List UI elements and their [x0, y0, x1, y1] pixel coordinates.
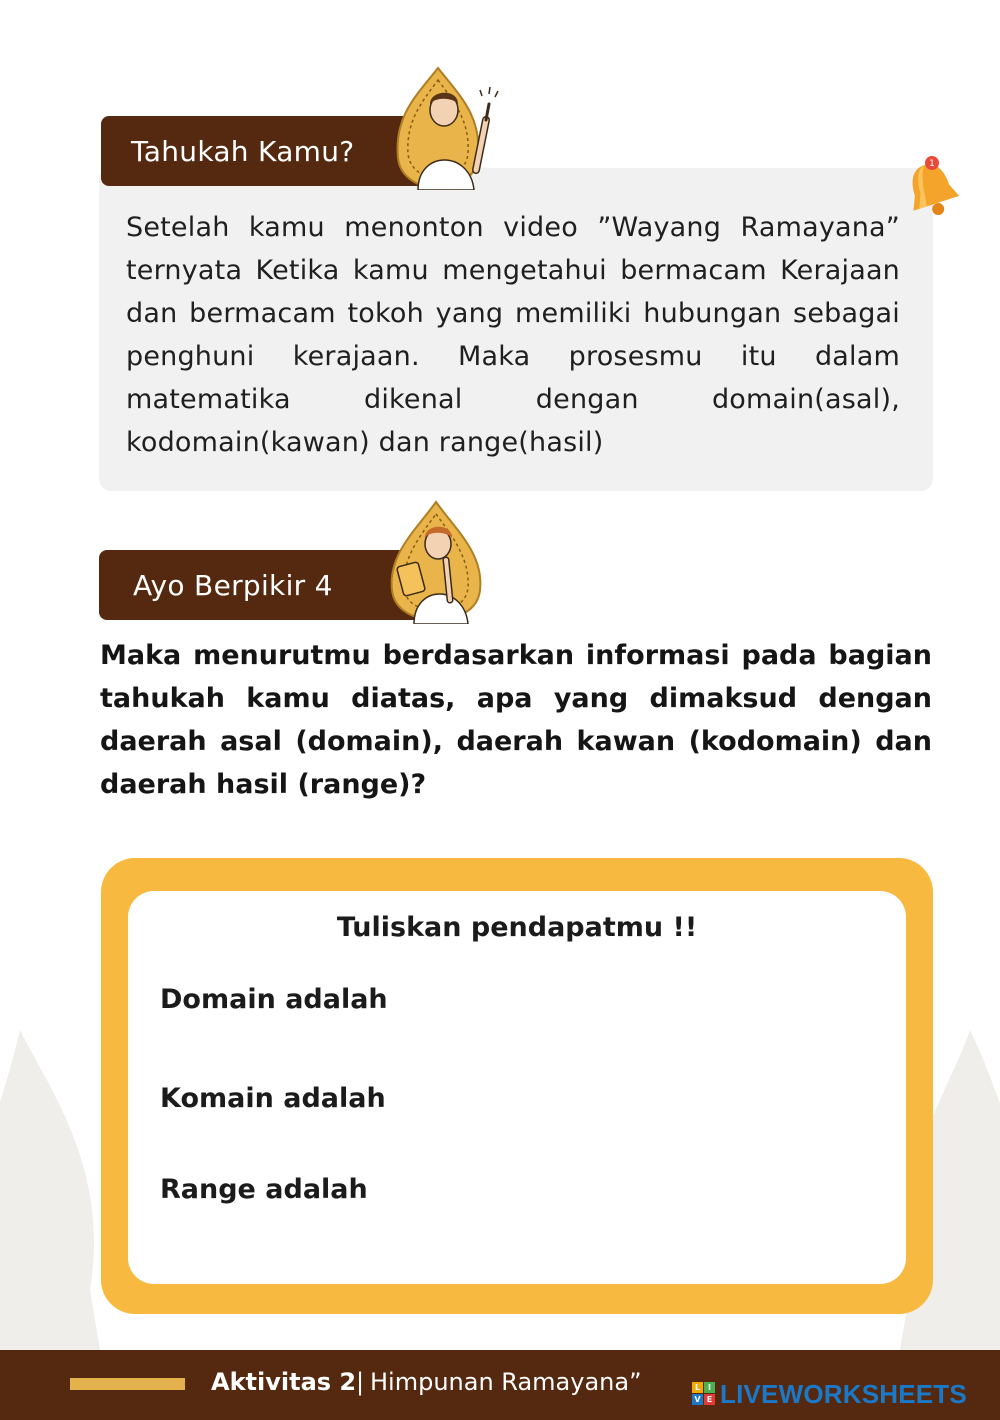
- svg-text:1: 1: [929, 159, 935, 169]
- liveworksheets-brand[interactable]: [692, 1378, 967, 1409]
- footer-accent-bar: [70, 1378, 185, 1390]
- liveworksheets-logo-icon: L I V E: [692, 1382, 716, 1406]
- boy-thinking-illustration: [388, 500, 488, 624]
- section-header-tahukah-kamu: [101, 116, 431, 186]
- domain-answer-label[interactable]: Domain adalah: [160, 984, 388, 1015]
- brand-name: LIVEWORKSHEETS: [720, 1378, 967, 1409]
- section-header-ayo-berpikir: [99, 550, 419, 620]
- section-title: Tahukah Kamu?: [131, 134, 355, 168]
- footer-subject: Himpunan Ramayana”: [370, 1368, 642, 1396]
- footer-activity: Aktivitas 2: [211, 1368, 357, 1396]
- section-title: Ayo Berpikir 4: [133, 568, 333, 602]
- question-text: Maka menurutmu berdasarkan informasi pada bagian tahukah kamu diatas, apa yang dimaksud dengan daerah asal (domain), daerah kawan (kodomain) dan daerah hasil (range)?: [100, 640, 932, 800]
- answer-card-title: Tuliskan pendapatmu !!: [336, 912, 698, 943]
- range-answer-label[interactable]: Range adalah: [160, 1174, 368, 1205]
- bell-icon: [900, 154, 964, 224]
- boy-pointing-illustration: [390, 66, 510, 190]
- footer-separator: |: [356, 1368, 365, 1396]
- info-paragraph: Setelah kamu menonton video ”Wayang Ramayana” ternyata Ketika kamu mengetahui bermacam Kerajaan dan bermacam tokoh yang memiliki hubungan sebagai penghuni kerajaan. Maka prosesmu itu dalam matematika dikenal dengan domain(asal), kodomain(kawan) dan range(hasil): [126, 212, 900, 458]
- kodomain-answer-label[interactable]: Komain adalah: [160, 1083, 386, 1114]
